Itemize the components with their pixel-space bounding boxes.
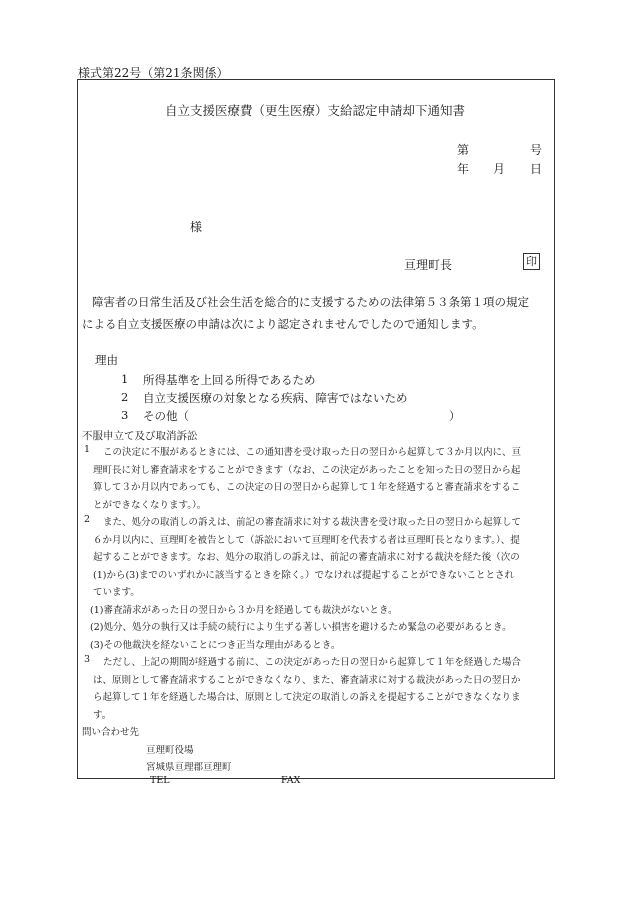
body-line-1: 障害者の日常生活及び社会生活を総合的に支援するための法律第５３条第１項の規定 xyxy=(92,295,529,309)
reason-3-num: 3 xyxy=(121,408,129,422)
contact-heading: 問い合わせ先 xyxy=(82,727,140,738)
contact-tel-label: TEL xyxy=(150,775,170,786)
appeal-2-num: 2 xyxy=(84,514,91,525)
appeal-3-num: 3 xyxy=(84,654,91,665)
appeal-3-line: ら起算して１年を経過した場合は、原則として決定の取消しの訴えを提起することができなくなりま xyxy=(93,692,521,703)
date-day: 日 xyxy=(530,162,543,176)
doc-number-prefix: 第 xyxy=(457,143,470,157)
sub-item-2: (2)処分、処分の執行又は手続の続行により生ずる著しい損害を避けるため緊急の必要があるとき。 xyxy=(90,622,512,633)
appeal-2-line: (1)から(3)までのいずれかに該当するときを除く。）でなければ提起することができないこととされ xyxy=(93,570,514,581)
contact-fax-label: FAX xyxy=(281,775,301,786)
sub-item-1: (1)審査請求があった日の翌日から３か月を経過しても裁決がないとき。 xyxy=(90,605,398,616)
addressee-suffix: 様 xyxy=(190,220,203,234)
appeal-2-line: また、処分の取消しの訴えは、前記の審査請求に対する裁決書を受け取った日の翌日から起算して xyxy=(103,517,522,528)
reason-heading: 理由 xyxy=(95,353,118,367)
appeal-1-line: この決定に不服があるときには、この通知書を受け取った日の翌日から起算して３か月以内に、亘 xyxy=(103,447,522,458)
appeal-3-line: ただし、上記の期間が経過する前に、この決定があった日の翌日から起算して１年を経過した場合 xyxy=(103,657,521,668)
appeal-heading: 不服申立て及び取消訴訟 xyxy=(82,430,198,442)
appeal-1-line: 理町長に対し審査請求をすることができます（なお、この決定があったことを知った日の翌日から起 xyxy=(93,465,521,476)
contact-office: 亘理町役場 xyxy=(146,745,194,756)
contact-address: 宮城県亘理郡亘理町 xyxy=(146,762,232,773)
reason-3-close: ） xyxy=(449,409,461,423)
appeal-3-line: は、原則として審査請求することができなくなり、また、審査請求に対する裁決があった日の翌日か xyxy=(93,675,521,686)
reason-1-num: 1 xyxy=(121,372,129,386)
form-number: 様式第22号（第21条関係） xyxy=(78,66,229,80)
reason-2-num: 2 xyxy=(121,390,129,404)
seal-mark: 印 xyxy=(523,253,540,270)
appeal-2-line: 起することができます。なお、処分の取消しの訴えは、前記の審査請求に対する裁決を経た後（次の xyxy=(93,552,520,563)
appeal-1-line: 算して３か月以内であっても、この決定の日の翌日から起算して１年を経過すると審査請求をするこ xyxy=(93,482,521,493)
reason-3-text: その他（ xyxy=(143,409,189,423)
appeal-1-line: とができなくなります。）。 xyxy=(93,500,207,511)
date-year: 年 xyxy=(457,162,470,176)
date-month: 月 xyxy=(493,162,506,176)
appeal-2-line: ６か月以内に、亘理町を被告として（訴訟において亘理町を代表する者は亘理町長となります。）、提 xyxy=(93,535,520,546)
sub-item-3: (3)その他裁決を経ないことにつき正当な理由があるとき。 xyxy=(90,640,341,651)
appeal-2-line: ています。 xyxy=(93,587,140,598)
reason-1-text: 所得基準を上回る所得であるため xyxy=(143,373,316,387)
appeal-3-line: す。 xyxy=(93,710,112,721)
appeal-1-num: 1 xyxy=(84,444,91,455)
body-line-2: による自立支援医療の申請は次により認定されませんでしたので通知します。 xyxy=(82,317,484,331)
issuer-name: 亘理町長 xyxy=(404,258,453,272)
doc-number-suffix: 号 xyxy=(530,143,543,157)
document-title: 自立支援医療費（更生医療）支給認定申請却下通知書 xyxy=(164,103,465,118)
reason-2-text: 自立支援医療の対象となる疾病、障害ではないため xyxy=(143,391,408,405)
